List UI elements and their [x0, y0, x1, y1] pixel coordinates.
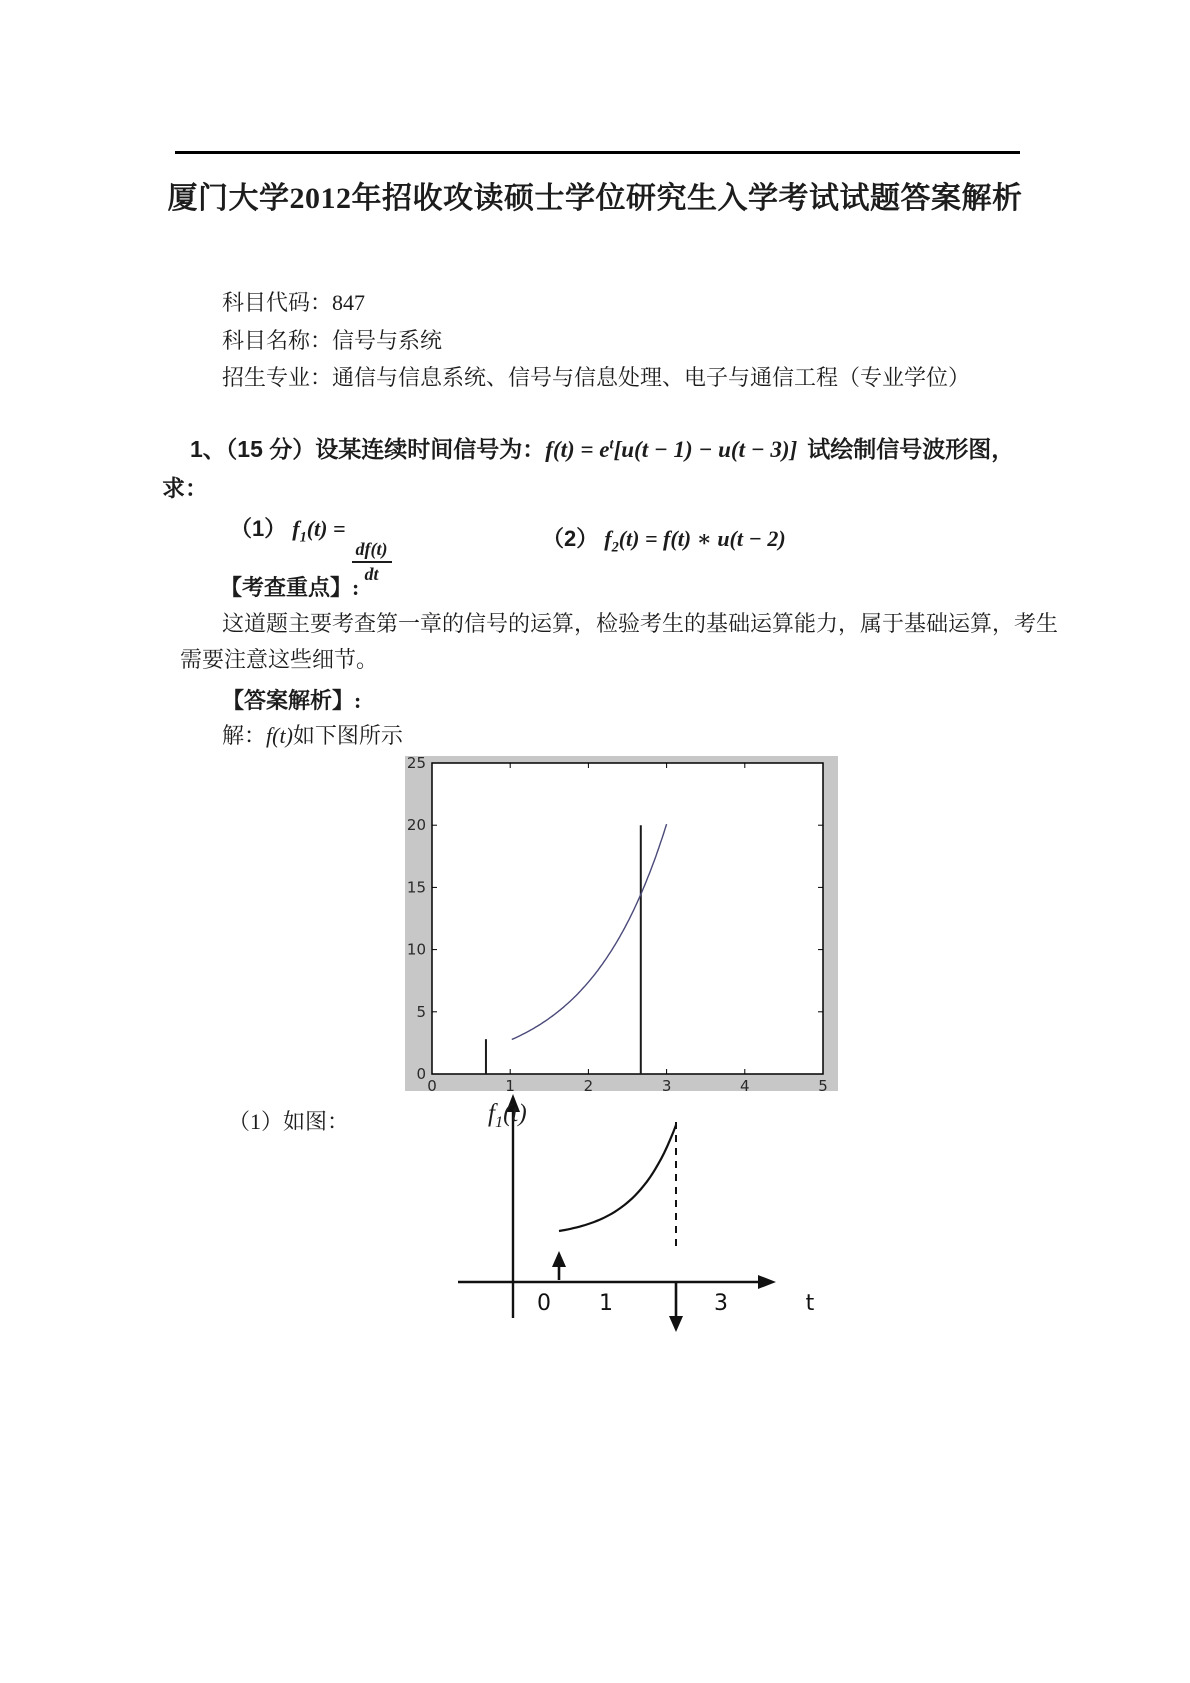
y-tick-label: 15 [406, 878, 426, 897]
y-tick-label: 25 [406, 756, 426, 772]
sketch-tick-3: 3 [714, 1291, 728, 1316]
subquestion-2-label: （2） [542, 526, 599, 551]
subject-meta-block [222, 284, 970, 397]
meta-label: 科目名称： [222, 327, 333, 353]
question-seek: 求： [162, 475, 208, 501]
solution-suffix: 如下图所示 [292, 723, 403, 748]
solution-math: f(t) [266, 723, 293, 748]
focus-paragraph-line2: 需要注意这些细节。 [180, 647, 379, 672]
meta-line-major [222, 359, 970, 397]
fraction-denominator: dt [364, 563, 379, 584]
x-tick-label: 2 [583, 1077, 594, 1091]
solution-prefix: 解： [222, 723, 267, 748]
x-tick-label: 0 [427, 1077, 437, 1091]
document-title: 厦门大学2012年招收攻读硕士学位研究生入学考试试题答案解析 [167, 182, 1023, 215]
meta-label: 科目代码： [222, 290, 333, 315]
plot-frame [432, 763, 823, 1074]
fraction-numerator: df(t) [352, 539, 392, 563]
sketch-exponential-curve [559, 1125, 676, 1231]
x-tick-label: 5 [818, 1077, 828, 1091]
question-statement [190, 431, 1014, 464]
y-tick-label: 10 [406, 940, 426, 959]
figure-caption: （1）如图： [228, 1109, 350, 1134]
subquestion-1-lhs: $f_1(t)$ = [292, 516, 346, 546]
waveform-plot-canvas [405, 756, 838, 1091]
header-rule [175, 151, 1020, 154]
sketch-impulse-up-arrowhead-icon [552, 1251, 566, 1267]
y-tick-label: 5 [416, 1002, 426, 1021]
waveform-plot-figure [405, 756, 838, 1091]
sketch-ylabel-f1t: $f_1(t)$ [488, 1100, 527, 1131]
sketch-figure-f1 [400, 1090, 860, 1355]
sketch-tick-0: 0 [537, 1291, 551, 1316]
solution-line [222, 719, 403, 750]
subquestion-2 [542, 522, 786, 556]
sketch-impulse-down-arrowhead-icon [669, 1316, 683, 1332]
meta-value: 通信与信息系统、信号与信息处理、电子与通信工程（专业学位） [332, 365, 971, 390]
y-tick-label: 0 [416, 1065, 426, 1083]
meta-value: 信号与系统 [332, 327, 443, 353]
sketch-t-axis-arrowhead-icon [758, 1275, 776, 1289]
sketch-canvas [400, 1090, 860, 1355]
exponent: t [609, 436, 614, 453]
subquestion-1-label: （1） [230, 516, 287, 541]
question-tail: 试绘制信号波形图， [807, 436, 1015, 462]
subquestion-2-formula: $f_2(t) = f(t)$ ∗ u(t − 2) [604, 526, 786, 556]
meta-line-subject-code [222, 284, 970, 322]
question-lead: 1、（15 分）设某连续时间信号为： [190, 436, 546, 462]
y-tick-label: 20 [406, 816, 426, 835]
meta-line-subject-name [222, 322, 970, 360]
meta-value: 847 [332, 290, 366, 315]
focus-heading: 【考查重点】: [220, 575, 360, 600]
focus-paragraph-line1: 这道题主要考查第一章的信号的运算，检验考生的基础运算能力，属于基础运算，考生 [222, 611, 1059, 636]
meta-label: 招生专业： [222, 365, 333, 390]
x-tick-label: 3 [661, 1077, 672, 1091]
sketch-xlabel-t: t [805, 1291, 815, 1316]
sketch-tick-1: 1 [599, 1291, 613, 1316]
x-tick-label: 4 [740, 1077, 750, 1091]
answer-heading: 【答案解析】: [222, 688, 362, 713]
question-formula: $f(t) = e^t[u(t - 1) - u(t - 3)]$ [545, 436, 798, 462]
x-tick-label: 1 [505, 1077, 515, 1091]
